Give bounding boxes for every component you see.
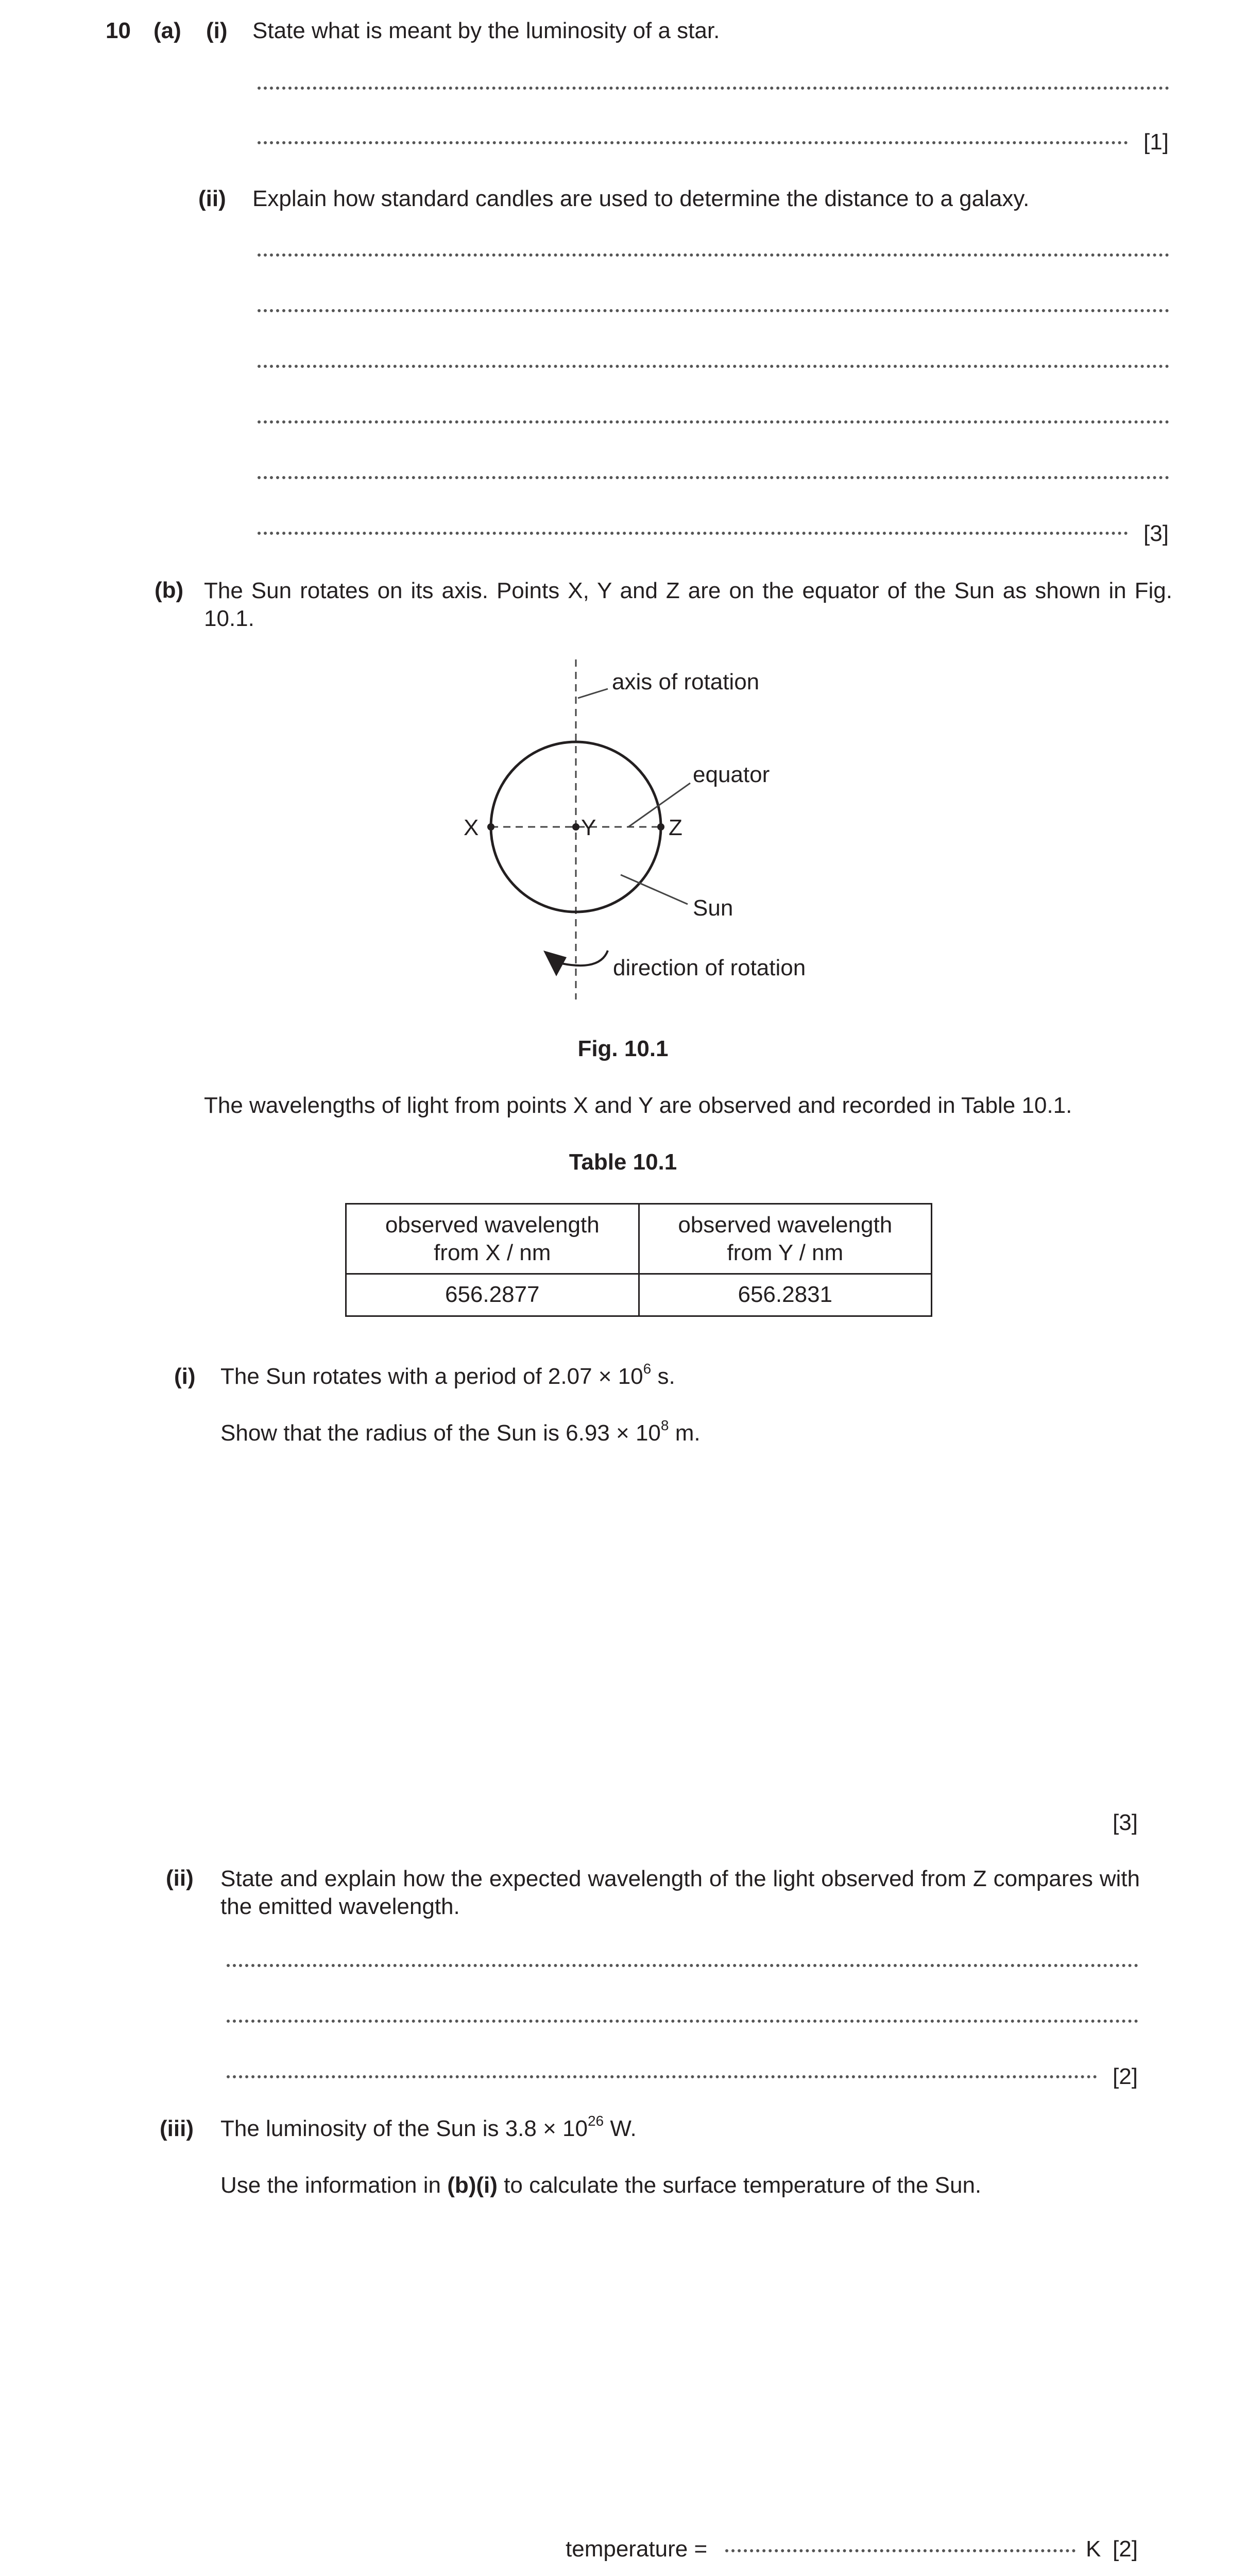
part-b-label: (b)	[155, 578, 184, 603]
temperature-label: temperature =	[566, 2536, 708, 2562]
part-b-intro: The Sun rotates on its axis. Points X, Y and Z are on the equator of the Sun as shown in Fig. 10.1.	[204, 578, 1172, 631]
part-b-i-line2: Show that the radius of the Sun is $6.93 \times 10^8$ m.	[220, 1417, 701, 1446]
answer-line[interactable]	[227, 2075, 1097, 2078]
part-a-i-label: (i)	[206, 18, 228, 43]
table-value-x: 656.2877	[346, 1274, 639, 1316]
temperature-unit: K	[1086, 2536, 1101, 2562]
point-x	[487, 823, 494, 831]
part-b-i-line1: The Sun rotates with a period of $2.07 \times 10^6$ s.	[220, 1361, 675, 1389]
label-sun: Sun	[693, 895, 733, 921]
part-b-i-label: (i)	[174, 1364, 196, 1389]
answer-line[interactable]	[227, 1964, 1138, 1967]
table-caption: Table 10.1	[569, 1149, 677, 1175]
marks-b-i: [3]	[1113, 1810, 1138, 1835]
table-intro: The wavelengths of light from points X and Y are observed and recorded in Table 10.1.	[204, 1093, 1072, 1118]
part-b-ii-text: State and explain how the expected wavelength of the light observed from Z compares with the emitted wavelength.	[220, 1866, 1140, 1919]
part-b-ii-label: (ii)	[166, 1866, 194, 1891]
part-a-ii-text: Explain how standard candles are used to determine the distance to a galaxy.	[252, 186, 1030, 211]
working-space[interactable]	[220, 2210, 1137, 2509]
part-b-iii-line1: The luminosity of the Sun is $3.8 \times 10^{26}$ W.	[220, 2113, 637, 2141]
point-y	[572, 823, 579, 831]
label-equator: equator	[693, 762, 770, 787]
table-header-y: observed wavelength from Y / nm	[639, 1204, 932, 1274]
working-space[interactable]	[220, 1458, 1137, 1798]
table-value-y: 656.2831	[639, 1274, 932, 1316]
part-a-ii-label: (ii)	[198, 186, 226, 211]
label-y: Y	[581, 815, 596, 840]
temperature-answer-line[interactable]	[725, 2549, 1076, 2552]
answer-line[interactable]	[227, 2020, 1138, 2023]
label-direction: direction of rotation	[613, 955, 806, 980]
part-b-iii-label: (iii)	[160, 2116, 194, 2141]
marks-b-ii: [2]	[1113, 2064, 1138, 2089]
part-b-iii-line2: Use the information in (b)(i) to calculate the surface temperature of the Sun.	[220, 2173, 982, 2198]
label-x: X	[464, 815, 479, 840]
marks-a-ii: [3]	[1143, 521, 1169, 546]
table-10-1	[345, 1203, 932, 1317]
point-z	[657, 823, 664, 831]
marks-a-i: [1]	[1143, 129, 1169, 155]
question-number: 10	[106, 18, 131, 43]
marks-b-iii: [2]	[1113, 2536, 1138, 2562]
label-z: Z	[669, 815, 682, 840]
rotation-arrow	[561, 951, 608, 965]
figure-caption: Fig. 10.1	[577, 1036, 669, 1061]
part-a-label: (a)	[153, 18, 181, 43]
table-header-x: observed wavelength from X / nm	[346, 1204, 639, 1274]
label-axis: axis of rotation	[612, 669, 760, 694]
part-a-i-text: State what is meant by the luminosity of a star.	[252, 18, 720, 43]
